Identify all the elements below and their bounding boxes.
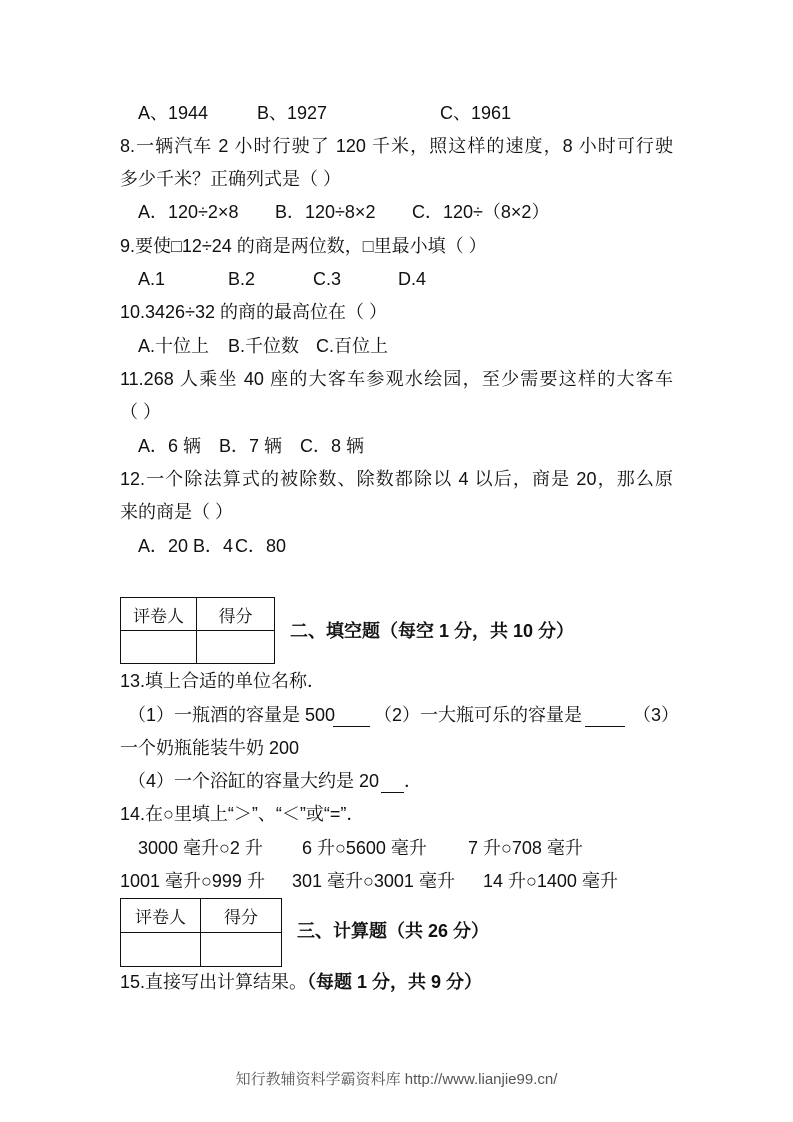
- q12-option-b: B．4: [193, 536, 234, 556]
- q14-row1-item3: 7 升○708 毫升: [468, 838, 583, 858]
- score-box-grader-header: 评卷人: [121, 899, 201, 933]
- q8-option-a: A．120÷2×8: [138, 202, 239, 222]
- q14-row2-item1: 1001 毫升○999 升: [120, 871, 265, 891]
- q13-part4: （4）一个浴缸的容量大约是 20: [128, 771, 380, 791]
- section3-title: 三、计算题（共 26 分）: [297, 921, 490, 941]
- q15-stem: 15.直接写出计算结果。: [120, 972, 308, 992]
- q12-stem-line1: 12.一个除法算式的被除数、除数都除以 4 以后，商是 20，那么原: [120, 469, 673, 489]
- q15-line: [120, 970, 482, 994]
- q10-stem: 10.3426÷32 的商的最高位在（ ）: [120, 302, 387, 322]
- q13-part1-blank: [333, 703, 370, 727]
- q13-part2: （2）一大瓶可乐的容量是: [374, 705, 583, 725]
- score-box-score-header: 得分: [201, 899, 282, 933]
- score-box-score-cell: [197, 631, 275, 664]
- q13-part4-end: ．: [404, 771, 422, 791]
- q15-note: （每题 1 分，共 9 分）: [307, 972, 483, 992]
- q9-option-b: B.2: [228, 269, 256, 289]
- q11-stem-line1: 11.268 人乘坐 40 座的大客车参观水绘园，至少需要这样的大客车: [120, 369, 673, 389]
- q13-part4-blank: [381, 769, 404, 793]
- q8-option-c: C．120÷（8×2）: [412, 202, 550, 222]
- score-box-grader-cell: [121, 631, 197, 664]
- q9-stem: 9.要使□12÷24 的商是两位数，□里最小填（ ）: [120, 236, 487, 256]
- q14-row1-item2: 6 升○5600 毫升: [302, 838, 427, 858]
- q7-option-c: C、1961: [440, 103, 512, 123]
- q12-option-a: A．20: [138, 536, 189, 556]
- q7-option-b: B、1927: [257, 103, 328, 123]
- page-footer: 知行教辅资料学霸资料库 http://www.lianjie99.cn/: [235, 1071, 558, 1088]
- q10-option-a: A.十位上: [138, 336, 210, 356]
- q10-option-c: C.百位上: [316, 336, 388, 356]
- score-box-section3: [120, 898, 282, 967]
- q10-option-b: B.千位数: [228, 336, 300, 356]
- score-box-grader-header: 评卷人: [121, 598, 197, 631]
- q9-option-d: D.4: [398, 269, 427, 289]
- q11-stem-line2: （ ）: [120, 402, 162, 422]
- q13-part1: （1）一瓶酒的容量是 500: [128, 705, 336, 725]
- q13-stem: 13.填上合适的单位名称．: [120, 671, 326, 691]
- q7-option-a: A、1944: [138, 103, 209, 123]
- q13-part2-blank: [585, 703, 625, 727]
- section2-title: 二、填空题（每空 1 分，共 10 分）: [290, 621, 575, 641]
- q8-stem-line2: 多少千米？正确列式是（ ）: [120, 169, 341, 189]
- q9-option-c: C.3: [313, 269, 342, 289]
- score-box-score-cell: [201, 933, 282, 967]
- q14-row2-item2: 301 毫升○3001 毫升: [292, 871, 455, 891]
- score-box-score-header: 得分: [197, 598, 275, 631]
- q12-option-c: C．80: [235, 536, 287, 556]
- q12-stem-line2: 来的商是（ ）: [120, 502, 234, 522]
- q8-option-b: B．120÷8×2: [275, 202, 376, 222]
- q9-option-a: A.1: [138, 269, 166, 289]
- q11-option-b: B．7 辆: [219, 436, 283, 456]
- q14-row1-item1: 3000 毫升○2 升: [138, 838, 263, 858]
- q13-part3-cont: 一个奶瓶能装牛奶 200: [120, 738, 300, 758]
- q11-option-a: A．6 辆: [138, 436, 202, 456]
- q8-stem-line1: 8.一辆汽车 2 小时行驶了 120 千米，照这样的速度，8 小时可行驶: [120, 136, 673, 156]
- q11-option-c: C．8 辆: [300, 436, 365, 456]
- q14-stem: 14.在○里填上“＞”、“＜”或“=”．: [120, 804, 365, 824]
- q13-part3: （3）: [633, 705, 680, 725]
- score-box-section2: [120, 597, 275, 664]
- score-box-grader-cell: [121, 933, 201, 967]
- q14-row2-item3: 14 升○1400 毫升: [483, 871, 618, 891]
